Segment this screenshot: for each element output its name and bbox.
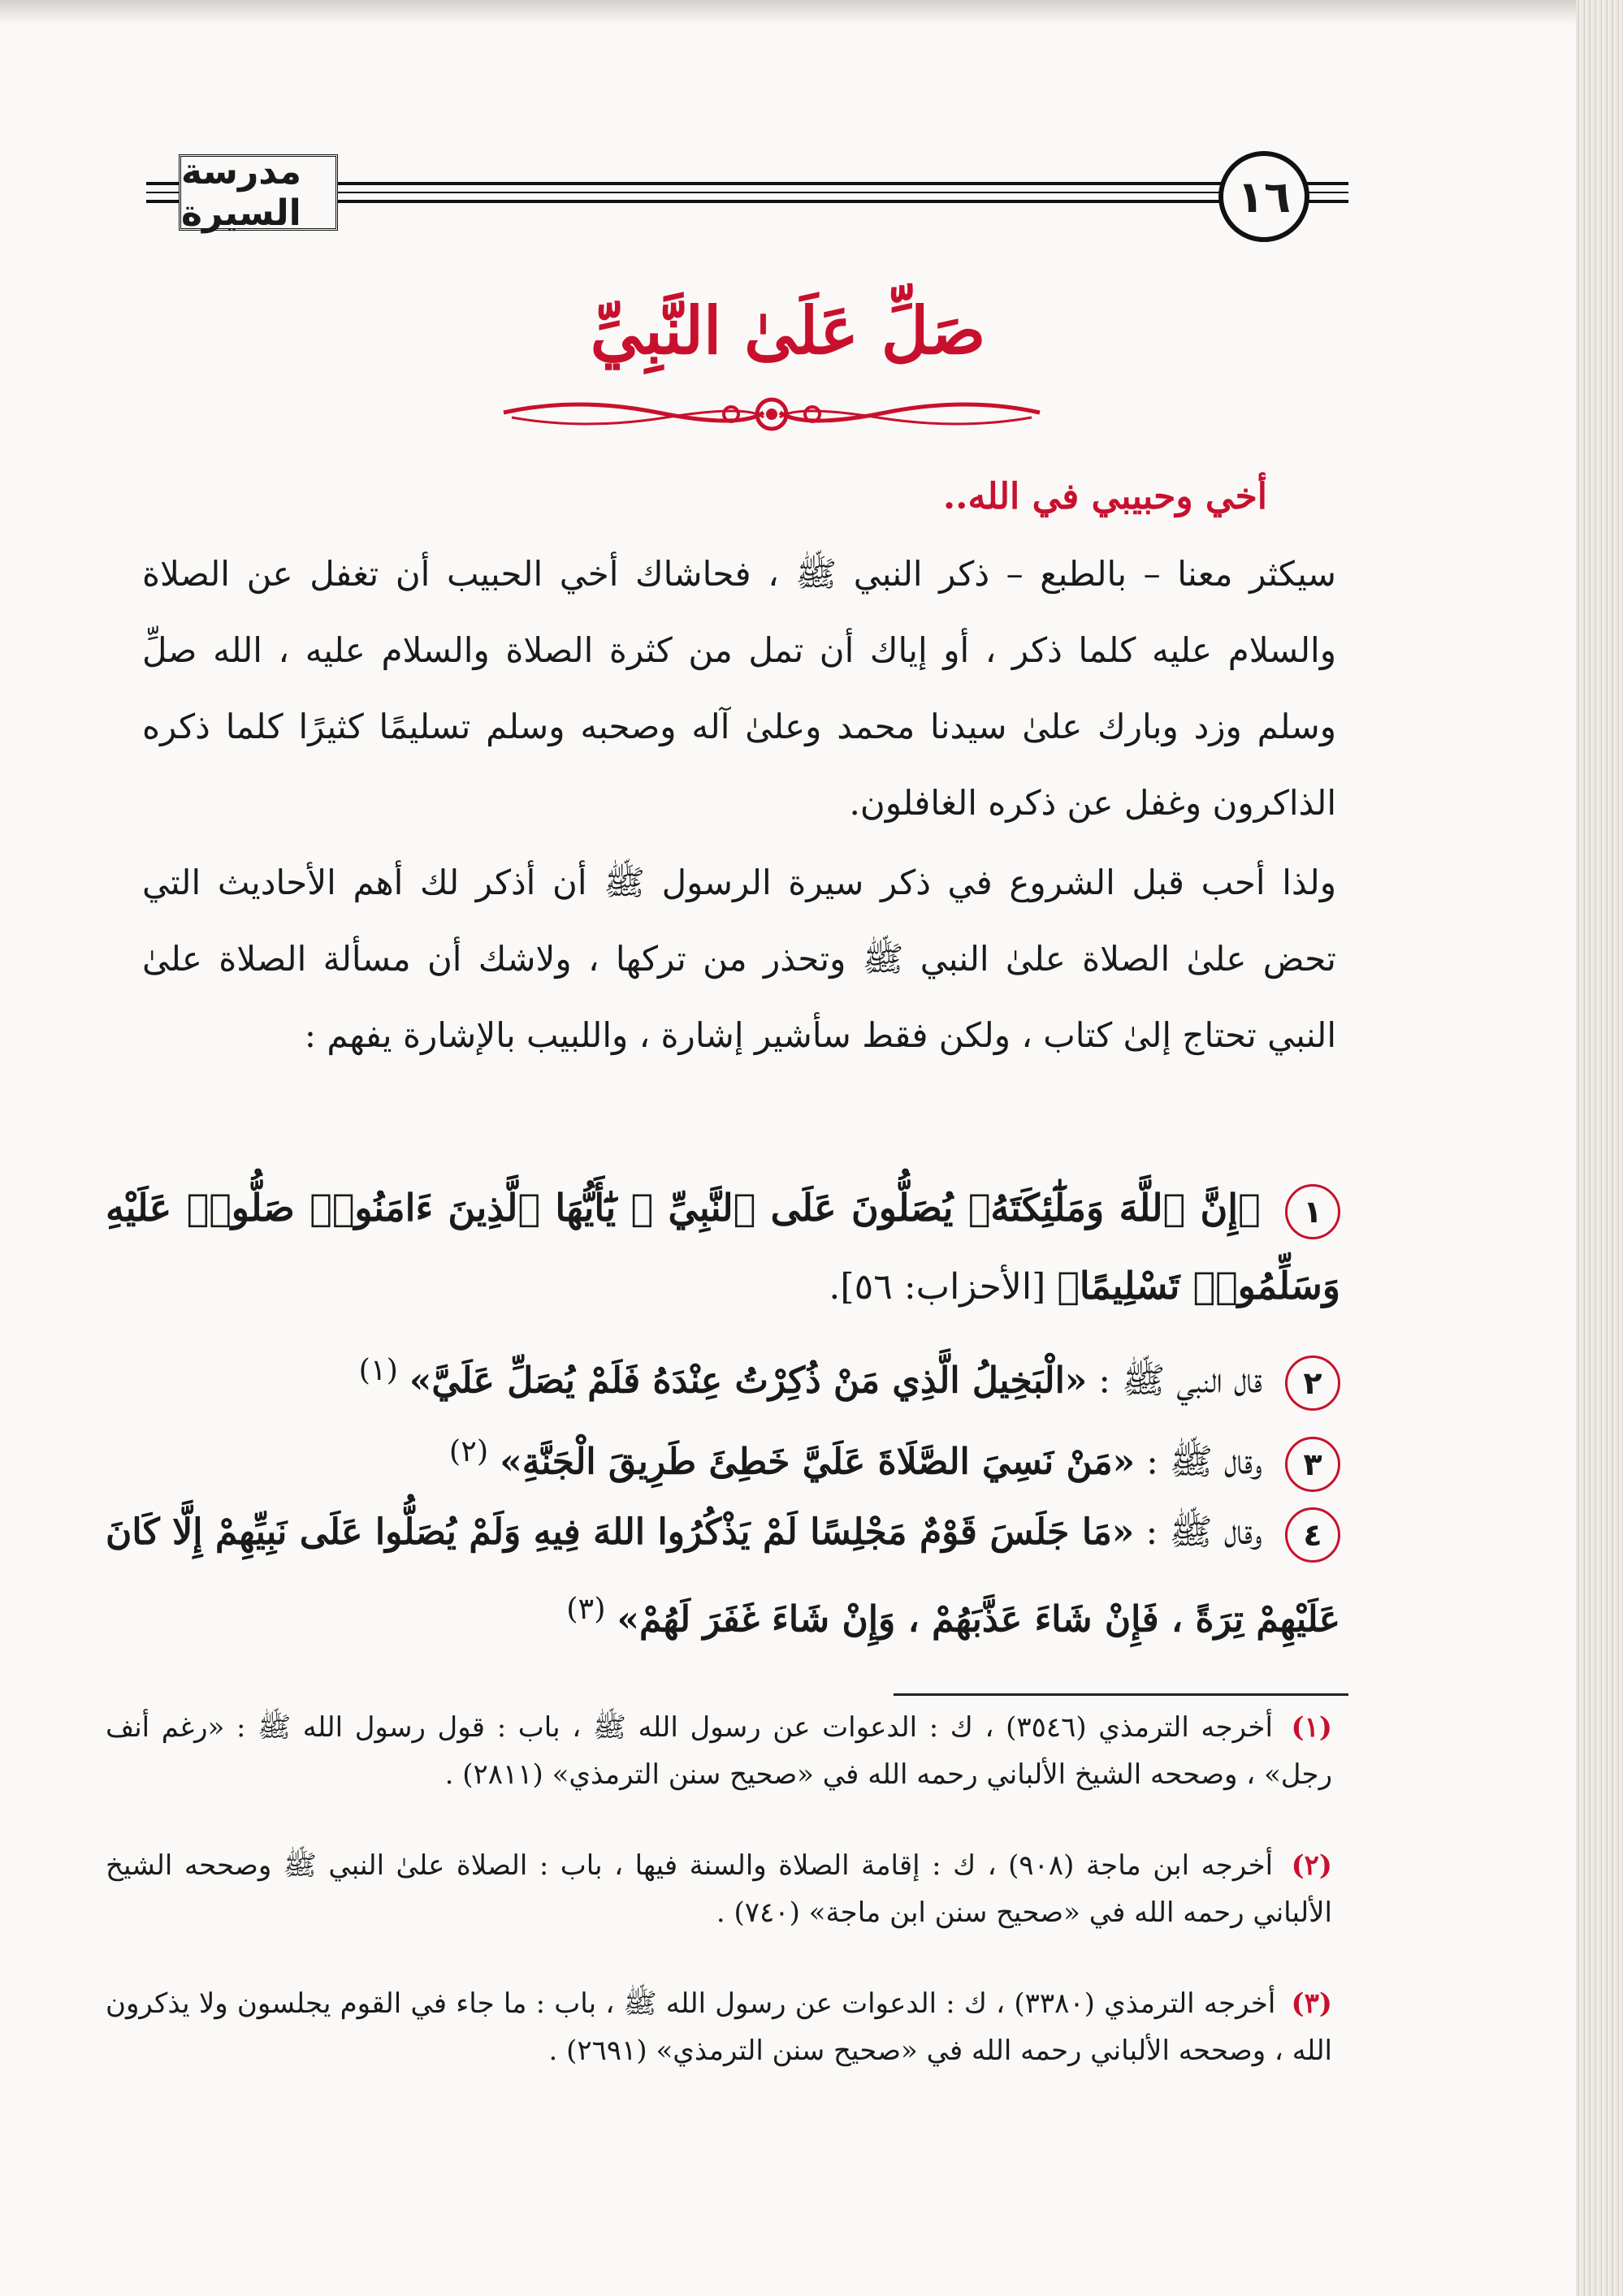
page-number: ١٦ [1237,171,1291,223]
footnote-text: أخرجه ابن ماجة (٩٠٨) ، ك : إقامة الصلاة والسنة فيها ، باب : الصلاة علىٰ النبي ﷺ وصححه الشيخ الألباني رحمه الله في «صحيح سنن ابن ماجة» (٧٤٠) . [106,1849,1332,1929]
item-number: ٢ [1285,1356,1340,1411]
footnote-number: (٢) [1291,1849,1333,1882]
item-number: ١ [1285,1184,1340,1239]
book-title: مدرسة السيرة [181,151,301,234]
page-header [146,146,1357,244]
list-item [106,1170,1340,1325]
footnote-text: أخرجه الترمذي (٣٥٤٦) ، ك : الدعوات عن رسول الله ﷺ ، باب : قول رسول الله ﷺ : «رغم أنف رجل» ، وصححه الشيخ الألباني رحمه الله في «صحيح سنن الترمذي» (٢٨١١) . [106,1711,1332,1791]
page-number-badge [1218,151,1309,242]
footnote-divider [894,1693,1348,1696]
footnote [106,1842,1332,1936]
footnote-number: (١) [1291,1711,1332,1744]
list-item [106,1494,1340,1658]
footnote [106,1980,1332,2074]
hadith-quote: «مَا جَلَسَ قَوْمٌ مَجْلِسًا لَمْ يَذْكُرُوا اللهَ فِيهِ وَلَمْ يُصَلُّوا عَلَى نَبِيِّهِمْ إِلَّا كَانَ عَلَيْهِمْ تِرَةً ، فَإِنْ شَاءَ عَذَّبَهُمْ ، وَإِنْ شَاءَ غَفَرَ لَهُمْ» [106,1511,1340,1641]
quran-verse: ﴿إِنَّ ٱللَّهَ وَمَلَٰٓئِكَتَهُۥ يُصَلُّونَ عَلَى ٱلنَّبِيِّ ۚ يَٰٓأَيُّهَا ٱلَّذِينَ ءَامَنُوا۟ صَلُّوا۟ عَلَيْهِ وَسَلِّمُوا۟ تَسْلِيمًا﴾ [106,1186,1340,1308]
footnote-ref: (٢) [448,1433,489,1468]
hadith-quote: «مَنْ نَسِيَ الصَّلَاةَ عَلَيَّ خَطِئَ طَرِيقَ الْجَنَّةِ» [500,1441,1136,1483]
footnote-number: (٣) [1291,1987,1332,2020]
footnote-ref: (١) [358,1352,398,1387]
paragraph: ولذا أحب قبل الشروع في ذكر سيرة الرسول ﷺ أن أذكر لك أهم الأحاديث التي تحض علىٰ الصلاة علىٰ النبي ﷺ وتحذر من تركها ، ولاشك أن مسألة الصلاة علىٰ النبي تحتاج إلىٰ كتاب ، ولكن فقط سأشير إشارة ، واللبيب بالإشارة يفهم : [142,863,1336,1055]
item-intro: قال النبي ﷺ : [1098,1360,1262,1402]
verse-reference: [الأحزاب: ٥٦]. [829,1266,1046,1308]
paragraph: سيكثر معنا – بالطبع – ذكر النبي ﷺ ، فحاشاك أخي الحبيب أن تغفل عن الصلاة والسلام عليه كلما ذكر ، أو إياك أن تمل من كثرة الصلاة والسلام عليه ، الله صلِّ وسلم وزد وبارك علىٰ سيدنا محمد وعلىٰ آله وصحبه وسلم تسليمًا كثيرًا كلما ذكره الذاكرون وغفل عن ذكره الغافلون. [142,554,1336,823]
book-title-frame [179,151,338,234]
item-number: ٤ [1285,1507,1340,1563]
chapter-title: صَلِّ عَلَىٰ النَّبِيِّ [590,292,986,369]
footnote-text: أخرجه الترمذي (٣٣٨٠) ، ك : الدعوات عن رسول الله ﷺ ، باب : ما جاء في القوم يجلسون ولا يذكرون الله ، وصححه الألباني رحمه الله في «صحيح سنن الترمذي» (٢٦٩١) . [106,1987,1332,2067]
title-ornament-icon [496,388,1048,437]
footnote-ref: (٣) [566,1591,606,1626]
item-intro: وقال ﷺ : [1145,1511,1262,1553]
subheading: أخي وحبيبي في الله.. [942,476,1267,517]
page-edges [1576,0,1623,2296]
top-shadow [0,0,1623,24]
item-number: ٣ [1285,1437,1340,1492]
hadith-quote: «الْبَخِيلُ الَّذِي مَنْ ذُكِرْتُ عِنْدَهُ فَلَمْ يُصَلِّ عَلَيَّ» [409,1360,1088,1402]
item-intro: وقال ﷺ : [1146,1441,1262,1483]
footnote [106,1704,1332,1798]
list-item [106,1413,1340,1501]
list-item [106,1332,1340,1420]
